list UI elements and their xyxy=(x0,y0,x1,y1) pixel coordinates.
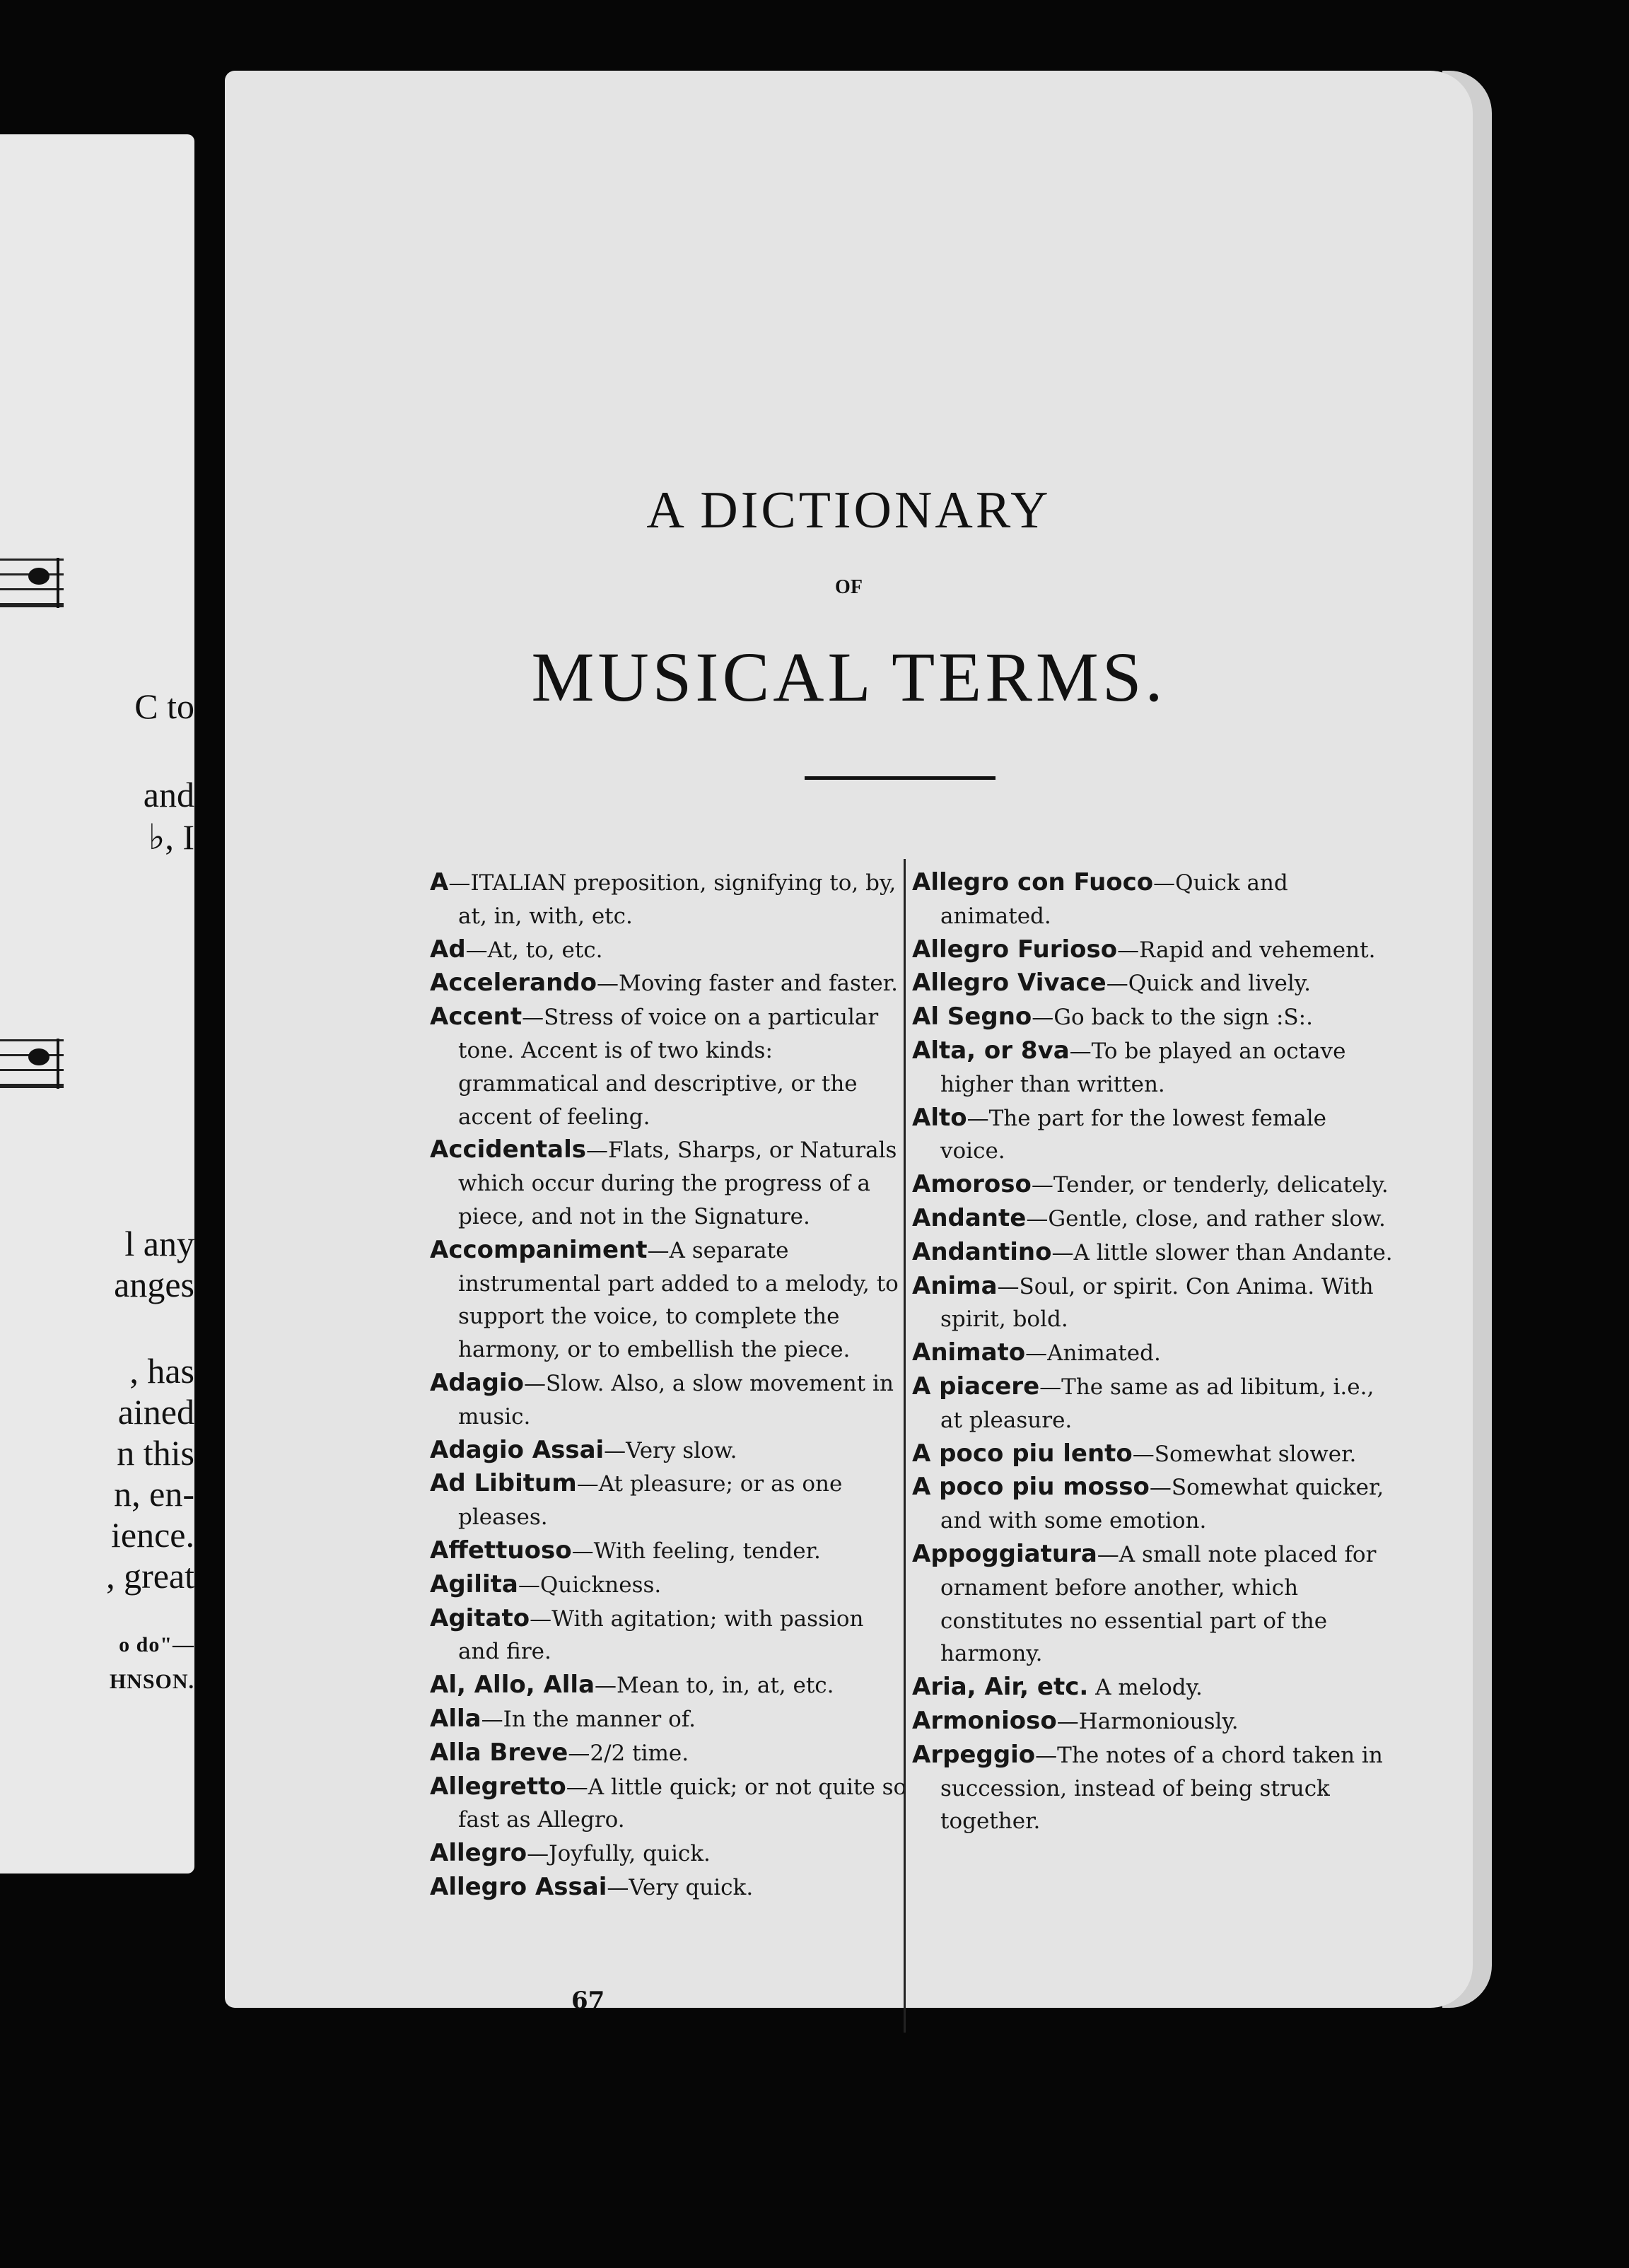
entry-definition: —Mean to, in, at, etc. xyxy=(595,1673,834,1699)
entry-term: A poco piu mosso xyxy=(912,1473,1150,1502)
entry-term: Allegro Assai xyxy=(430,1872,607,1901)
entry-term: Al, Allo, Alla xyxy=(430,1671,595,1700)
entry-term: Animato xyxy=(912,1338,1026,1367)
entry-term: A piacere xyxy=(912,1372,1040,1401)
dictionary-entry xyxy=(430,1736,911,1770)
entry-definition: —A small note placed for ornament before another, which constitutes no essential part of the harmony. xyxy=(940,1541,1377,1667)
dictionary-entry xyxy=(430,1467,911,1534)
entry-definition: —Somewhat slower. xyxy=(1132,1441,1357,1467)
entry-definition: —Very slow. xyxy=(604,1437,737,1463)
dictionary-entry xyxy=(912,1370,1393,1437)
dictionary-entry xyxy=(430,1602,911,1669)
entry-definition: —At pleasure; or as one pleases. xyxy=(458,1471,843,1531)
entry-definition: —Slow. Also, a slow movement in music. xyxy=(458,1370,894,1430)
entry-definition: —Gentle, close, and rather slow. xyxy=(1026,1205,1386,1232)
entry-term: Accelerando xyxy=(430,969,597,998)
entry-definition: —At, to, etc. xyxy=(465,937,603,963)
dictionary-entry xyxy=(912,1671,1393,1705)
entry-definition: —2/2 time. xyxy=(568,1740,689,1766)
dictionary-entry xyxy=(430,966,911,1000)
entry-definition: —ITALIAN preposition, signifying to, by, at, in, with, etc. xyxy=(448,870,897,929)
dictionary-entry xyxy=(912,933,1393,967)
entry-definition: —The part for the lowest female voice. xyxy=(940,1105,1326,1164)
entry-term: Alto xyxy=(912,1103,967,1132)
entry-term: A poco piu lento xyxy=(912,1439,1133,1468)
entry-term: Allegro Furioso xyxy=(912,935,1118,964)
entry-term: Accidentals xyxy=(430,1135,586,1164)
left-text-fragment: o do"— xyxy=(119,1633,194,1656)
entry-definition: —A little quick; or not quite so fast as Allegro. xyxy=(458,1774,907,1833)
title-line-2: MUSICAL TERMS. xyxy=(531,638,1167,716)
dictionary-entry xyxy=(912,1738,1393,1838)
left-text-fragment: and xyxy=(143,775,194,814)
dictionary-entry xyxy=(430,1871,911,1905)
entry-definition: —Flats, Sharps, or Naturals which occur during the progress of a piece, and not in the Signature. xyxy=(458,1138,897,1229)
dictionary-entry xyxy=(430,1534,911,1568)
dictionary-entry xyxy=(430,1434,911,1468)
entry-term: Andante xyxy=(912,1203,1027,1232)
dictionary-entry xyxy=(912,1437,1393,1471)
dictionary-entry xyxy=(912,866,1393,933)
column-divider xyxy=(904,859,906,2033)
dictionary-entry xyxy=(430,1367,911,1434)
dictionary-entry xyxy=(430,866,911,933)
left-text-fragment: C to xyxy=(134,686,194,726)
entry-term: Agitato xyxy=(430,1603,530,1632)
entry-definition: —A little slower than Andante. xyxy=(1051,1239,1393,1265)
entry-term: Andantino xyxy=(912,1237,1052,1266)
entry-definition: —Stress of voice on a particular tone. Accent is of two kinds: grammatical and descriptive, or the accent of feeling. xyxy=(458,1005,879,1130)
entry-term: Al Segno xyxy=(912,1003,1032,1031)
entry-term: Adagio xyxy=(430,1368,524,1397)
entry-term: Ad Libitum xyxy=(430,1469,577,1498)
dictionary-entry xyxy=(912,1101,1393,1169)
entry-definition: —Tender, or tenderly, delicately. xyxy=(1031,1172,1389,1198)
entry-definition: —The same as ad libitum, i.e., at pleasure. xyxy=(940,1374,1374,1433)
dictionary-entry xyxy=(912,1336,1393,1370)
right-column-entries xyxy=(912,866,1393,1838)
dictionary-entry xyxy=(430,1702,911,1736)
title-of: OF xyxy=(835,576,863,598)
entry-term: Aria, Air, etc. xyxy=(912,1673,1089,1702)
entry-term: Accent xyxy=(430,1003,522,1031)
page-number: 67 xyxy=(571,1987,605,2015)
entry-term: A xyxy=(430,868,449,896)
entry-term: Arpeggio xyxy=(912,1740,1036,1769)
dictionary-entry xyxy=(912,1471,1393,1538)
left-column-entries xyxy=(430,866,911,1905)
entry-definition: —With agitation; with passion and fire. xyxy=(458,1606,864,1665)
left-text-fragment: n, en- xyxy=(114,1474,194,1514)
entry-term: Allegro con Fuoco xyxy=(912,868,1154,896)
entry-term: Armonioso xyxy=(912,1706,1057,1735)
dictionary-entry xyxy=(430,1000,911,1133)
dictionary-entry xyxy=(912,1270,1393,1337)
entry-term: Amoroso xyxy=(912,1170,1032,1199)
dictionary-entry xyxy=(912,1705,1393,1738)
entry-term: Alta, or 8va xyxy=(912,1036,1070,1065)
entry-term: Allegro xyxy=(430,1839,527,1868)
entry-definition: —Quick and lively. xyxy=(1106,971,1311,997)
entry-term: Alla xyxy=(430,1704,481,1733)
entry-definition: —Rapid and vehement. xyxy=(1117,937,1376,963)
dictionary-entry xyxy=(912,1000,1393,1034)
entry-term: Anima xyxy=(912,1271,998,1300)
left-text-fragment: , great xyxy=(106,1556,194,1596)
left-text-fragment: ♭, I xyxy=(148,817,194,857)
dictionary-entry xyxy=(430,1837,911,1871)
left-text-fragment: l any xyxy=(124,1224,194,1263)
left-text-fragment: ience. xyxy=(111,1515,194,1555)
entry-definition: —Go back to the sign :S:. xyxy=(1032,1005,1313,1031)
dictionary-entry xyxy=(912,1034,1393,1101)
entry-term: Alla Breve xyxy=(430,1738,568,1767)
entry-term: Ad xyxy=(430,935,466,964)
entry-definition: —Harmoniously. xyxy=(1056,1708,1239,1734)
left-text-fragment: , has xyxy=(129,1351,194,1391)
left-facing-page xyxy=(0,134,194,1874)
entry-definition: —In the manner of. xyxy=(481,1706,696,1732)
dictionary-entry xyxy=(912,1168,1393,1202)
entry-definition: —Animated. xyxy=(1025,1340,1161,1367)
dictionary-entry xyxy=(912,1202,1393,1236)
dictionary-entry xyxy=(430,1770,911,1837)
dictionary-entry xyxy=(430,1234,911,1367)
dictionary-entry xyxy=(912,966,1393,1000)
dictionary-entry xyxy=(430,1133,911,1233)
entry-term: Appoggiatura xyxy=(912,1539,1097,1568)
entry-term: Affettuoso xyxy=(430,1536,572,1565)
entry-definition: —Very quick. xyxy=(607,1874,754,1900)
left-text-fragment: n this xyxy=(117,1433,194,1473)
title-line-1: A DICTIONARY xyxy=(646,481,1051,539)
dictionary-page xyxy=(225,71,1473,2015)
dictionary-entry xyxy=(430,933,911,967)
entry-term: Allegretto xyxy=(430,1772,566,1801)
entry-definition: —Soul, or spirit. Con Anima. With spirit, bold. xyxy=(940,1273,1374,1333)
left-text-fragment: anges xyxy=(114,1265,194,1304)
entry-definition: —The notes of a chord taken in succession, instead of being struck together. xyxy=(940,1742,1383,1835)
entry-definition: —Moving faster and faster. xyxy=(597,971,898,997)
left-text-fragment: HNSON. xyxy=(109,1670,194,1693)
dictionary-entry xyxy=(912,1236,1393,1270)
entry-term: Allegro Vivace xyxy=(912,969,1107,998)
dictionary-entry xyxy=(430,1668,911,1702)
entry-definition: —To be played an octave higher than written. xyxy=(940,1038,1346,1097)
left-text-fragment: ained xyxy=(117,1392,194,1432)
dictionary-entry xyxy=(912,1538,1393,1671)
music-staff-fragment-bottom xyxy=(0,1039,64,1088)
entry-definition: A melody. xyxy=(1088,1675,1203,1701)
entry-term: Accompaniment xyxy=(430,1235,648,1264)
entry-definition: —With feeling, tender. xyxy=(571,1538,821,1564)
music-staff-fragment-top xyxy=(0,559,64,607)
title-rule xyxy=(805,776,996,780)
entry-definition: —A separate instrumental part added to a melody, to support the voice, to complete the harmony, or to embellish the piece. xyxy=(458,1237,899,1363)
dictionary-entry xyxy=(430,1568,911,1602)
entry-definition: —Quickness. xyxy=(518,1572,662,1598)
entry-definition: —Quick and animated. xyxy=(940,870,1288,929)
entry-term: Agilita xyxy=(430,1570,518,1598)
entry-definition: —Joyfully, quick. xyxy=(527,1841,711,1867)
entry-definition: —Somewhat quicker, and with some emotion. xyxy=(940,1475,1384,1534)
entry-term: Adagio Assai xyxy=(430,1435,605,1464)
